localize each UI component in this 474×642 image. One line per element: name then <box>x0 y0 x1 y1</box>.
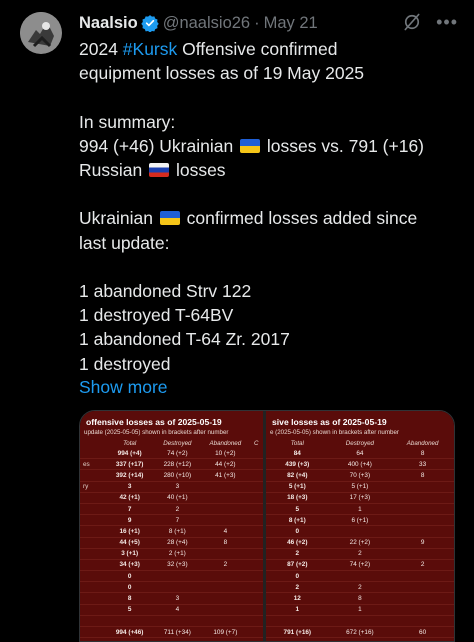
table-cell: es <box>80 459 106 470</box>
table-cell: 28 (+4) <box>153 537 201 548</box>
table-cell <box>153 582 201 593</box>
table-cell <box>249 604 263 615</box>
table-cell <box>80 515 106 526</box>
table-cell: 3 <box>153 593 201 604</box>
table-cell: 228 (+12) <box>153 459 201 470</box>
table-cell <box>391 604 454 615</box>
table-cell: 18 (+3) <box>266 492 329 503</box>
media-image-left[interactable] <box>80 411 266 641</box>
table-row <box>266 470 454 481</box>
table-row <box>80 515 263 526</box>
table-cell <box>329 571 392 582</box>
table-cell <box>391 503 454 514</box>
table-cell: 32 (+3) <box>153 559 201 570</box>
table-cell <box>80 582 106 593</box>
table-row <box>80 481 263 492</box>
table-cell: 64 <box>329 448 392 459</box>
text-suffix: Offensive confirmed <box>177 39 338 59</box>
table-cell <box>391 615 454 626</box>
table-cell: 12 <box>266 593 329 604</box>
summary-text-a: 994 (+46) Ukrainian <box>79 135 239 156</box>
table-cell: 84 <box>266 448 329 459</box>
table-cell <box>201 582 249 593</box>
table-row <box>266 537 454 548</box>
tweet-text <box>79 37 459 376</box>
table-row <box>266 593 454 604</box>
table-row <box>80 548 263 559</box>
table-row <box>266 615 454 626</box>
table-cell: 34 (+3) <box>106 559 154 570</box>
table-cell: 8 (+1) <box>153 526 201 537</box>
table-row <box>266 604 454 615</box>
table-row <box>80 615 263 626</box>
grok-icon[interactable] <box>402 12 422 32</box>
table-cell: 0 <box>266 571 329 582</box>
table-cell: 60 <box>391 627 454 638</box>
table-cell <box>80 559 106 570</box>
table-total-row <box>80 627 263 638</box>
table-cell <box>249 615 263 626</box>
table-cell <box>80 448 106 459</box>
table-row <box>266 459 454 470</box>
table-cell: 82 (+4) <box>266 470 329 481</box>
tweet-date[interactable]: May 21 <box>263 13 318 32</box>
column-header <box>80 438 106 448</box>
verified-badge-icon <box>141 14 159 32</box>
table-cell: 9 <box>106 515 154 526</box>
table-cell: 337 (+17) <box>106 459 154 470</box>
ukraine-flag-icon <box>160 211 180 225</box>
table-cell: 9 <box>391 537 454 548</box>
tweet-media[interactable] <box>79 410 455 642</box>
table-cell: 0 <box>266 526 329 537</box>
table-cell: 8 <box>391 448 454 459</box>
table-subtitle: update (2025-05-05) shown in brackets after number <box>84 429 229 436</box>
table-cell <box>249 492 263 503</box>
column-header: C <box>254 439 259 447</box>
table-cell <box>80 503 106 514</box>
losses-table-russia <box>266 438 454 638</box>
loss-item: 1 abandoned T-64 Zr. 2017 <box>79 329 290 350</box>
table-cell: 6 (+1) <box>329 515 392 526</box>
summary-heading: In summary: <box>79 111 176 132</box>
loss-item: 1 destroyed T-64BV <box>79 305 234 326</box>
table-cell <box>249 582 263 593</box>
russia-flag-icon <box>149 163 169 177</box>
table-cell: 87 (+2) <box>266 559 329 570</box>
table-cell: 5 (+1) <box>329 481 392 492</box>
table-cell: 17 (+3) <box>329 492 392 503</box>
column-header: Destroyed <box>163 439 192 447</box>
table-cell: 8 <box>106 593 154 604</box>
table-cell: 22 (+2) <box>329 537 392 548</box>
table-cell: 5 (+1) <box>266 481 329 492</box>
table-cell: 5 <box>266 503 329 514</box>
table-cell: 2 <box>329 582 392 593</box>
table-cell: 392 (+14) <box>106 470 154 481</box>
table-cell: 1 <box>329 503 392 514</box>
table-row <box>266 492 454 503</box>
table-cell: 7 <box>153 515 201 526</box>
table-cell: 2 <box>201 559 249 570</box>
table-cell <box>153 571 201 582</box>
tweet-line-2: equipment losses as of 19 May 2025 <box>79 63 365 84</box>
table-cell <box>391 492 454 503</box>
table-cell <box>106 615 154 626</box>
separator-dot: · <box>254 13 260 32</box>
summary-text-c: Russian <box>79 160 148 180</box>
table-row <box>80 559 263 570</box>
table-cell <box>80 615 106 626</box>
loss-item: 1 abandoned Strv 122 <box>79 280 252 301</box>
table-cell <box>153 615 201 626</box>
avatar-image <box>20 12 62 54</box>
table-row <box>80 448 263 459</box>
table-cell <box>201 503 249 514</box>
table-cell <box>80 548 106 559</box>
column-header: Abandoned <box>209 439 242 447</box>
table-cell <box>249 548 263 559</box>
table-row <box>266 582 454 593</box>
table-header-row <box>80 438 263 448</box>
summary-line-2 <box>79 158 459 182</box>
table-cell: 1 <box>266 604 329 615</box>
summary-text-d: losses <box>171 160 226 180</box>
table-row <box>266 448 454 459</box>
table-cell <box>266 615 329 626</box>
table-row <box>80 571 263 582</box>
show-more-link[interactable]: Show more <box>79 377 168 397</box>
table-cell: 711 (+34) <box>153 627 201 638</box>
table-cell <box>249 459 263 470</box>
table-cell: 46 (+2) <box>266 537 329 548</box>
table-cell <box>249 593 263 604</box>
table-cell: 994 (+46) <box>106 627 154 638</box>
tweet-line-1 <box>79 37 459 61</box>
table-row <box>266 559 454 570</box>
table-cell: 41 (+3) <box>201 470 249 481</box>
table-cell: 2 <box>329 548 392 559</box>
table-header-row <box>266 438 454 448</box>
table-cell <box>249 481 263 492</box>
table-title: sive losses as of 2025-05-19 <box>272 417 387 427</box>
table-row <box>80 526 263 537</box>
added-line-1 <box>79 206 459 230</box>
table-cell <box>249 559 263 570</box>
hashtag-link[interactable]: #Kursk <box>122 39 178 59</box>
table-row <box>266 481 454 492</box>
author-name[interactable]: Naalsio <box>79 13 138 32</box>
added-text-a: Ukrainian <box>79 208 158 229</box>
table-cell <box>249 448 263 459</box>
table-cell: 280 (+10) <box>153 470 201 481</box>
table-cell <box>80 593 106 604</box>
column-header: Total <box>123 439 137 447</box>
table-cell: 40 (+1) <box>153 492 201 503</box>
table-cell: ry <box>80 481 106 492</box>
table-cell: 74 (+2) <box>153 448 201 459</box>
table-cell: 3 <box>153 481 201 492</box>
table-cell: 0 <box>106 582 154 593</box>
table-cell <box>249 571 263 582</box>
table-cell: 109 (+7) <box>201 627 249 638</box>
table-row <box>80 492 263 503</box>
table-cell: 4 <box>153 604 201 615</box>
table-cell: 44 (+2) <box>201 459 249 470</box>
table-cell <box>249 515 263 526</box>
table-row <box>80 459 263 470</box>
table-cell: 1 <box>329 604 392 615</box>
table-cell <box>391 582 454 593</box>
table-cell: 8 (+1) <box>266 515 329 526</box>
table-title: offensive losses as of 2025-05-19 <box>86 417 222 427</box>
ukraine-flag-icon <box>240 139 260 153</box>
table-cell <box>80 604 106 615</box>
table-cell <box>249 470 263 481</box>
table-cell: 42 (+1) <box>106 492 154 503</box>
table-cell: 16 (+1) <box>106 526 154 537</box>
loss-item: 1 destroyed <box>79 353 171 374</box>
table-cell <box>201 481 249 492</box>
table-cell: 8 <box>329 593 392 604</box>
table-cell <box>201 515 249 526</box>
table-cell <box>201 593 249 604</box>
table-cell <box>391 515 454 526</box>
table-cell: 400 (+4) <box>329 459 392 470</box>
table-cell: 44 (+5) <box>106 537 154 548</box>
table-cell <box>391 548 454 559</box>
table-cell: 8 <box>201 537 249 548</box>
table-cell <box>391 526 454 537</box>
table-cell <box>249 526 263 537</box>
table-cell: 2 <box>391 559 454 570</box>
media-image-right[interactable] <box>266 411 454 641</box>
table-cell <box>201 548 249 559</box>
table-cell <box>249 537 263 548</box>
table-cell: 74 (+2) <box>329 559 392 570</box>
column-header: Abandoned <box>406 439 439 447</box>
column-header: Total <box>290 439 304 447</box>
table-subtitle: e (2025-05-05) shown in brackets after number <box>270 429 399 436</box>
table-cell: 10 (+2) <box>201 448 249 459</box>
table-cell: 439 (+3) <box>266 459 329 470</box>
table-cell <box>201 492 249 503</box>
added-line-2: last update: <box>79 232 170 253</box>
table-cell <box>80 627 106 638</box>
table-row <box>80 470 263 481</box>
text-prefix: 2024 <box>79 39 123 59</box>
table-cell <box>329 526 392 537</box>
table-row <box>80 537 263 548</box>
summary-text-b: losses vs. 791 (+16) <box>262 135 424 156</box>
table-cell: 0 <box>106 571 154 582</box>
table-cell <box>249 627 263 638</box>
table-cell <box>201 571 249 582</box>
table-cell <box>391 571 454 582</box>
table-cell: 2 <box>266 548 329 559</box>
table-cell: 33 <box>391 459 454 470</box>
table-row <box>80 582 263 593</box>
table-cell: 994 (+4) <box>106 448 154 459</box>
table-row <box>266 548 454 559</box>
column-header: Destroyed <box>345 439 374 447</box>
table-cell: 2 <box>153 503 201 514</box>
avatar[interactable] <box>20 12 62 54</box>
table-cell <box>80 492 106 503</box>
table-total-row <box>266 627 454 638</box>
table-cell: 791 (+16) <box>266 627 329 638</box>
table-cell <box>329 615 392 626</box>
table-cell <box>249 503 263 514</box>
table-row <box>266 526 454 537</box>
table-row <box>80 604 263 615</box>
table-cell <box>80 537 106 548</box>
table-row <box>266 503 454 514</box>
table-cell <box>391 481 454 492</box>
table-cell: 2 (+1) <box>153 548 201 559</box>
summary-line-1 <box>79 134 459 158</box>
tweet-header <box>79 12 458 34</box>
table-cell: 70 (+3) <box>329 470 392 481</box>
more-icon[interactable]: ••• <box>436 12 458 32</box>
table-cell: 672 (+16) <box>329 627 392 638</box>
table-cell <box>391 593 454 604</box>
table-cell <box>80 571 106 582</box>
table-row <box>80 503 263 514</box>
losses-table-ukraine <box>80 438 263 638</box>
table-cell <box>201 604 249 615</box>
table-cell: 5 <box>106 604 154 615</box>
table-cell: 3 (+1) <box>106 548 154 559</box>
table-cell <box>80 526 106 537</box>
table-cell <box>80 470 106 481</box>
table-cell: 3 <box>106 481 154 492</box>
table-cell: 7 <box>106 503 154 514</box>
table-row <box>80 593 263 604</box>
table-row <box>266 515 454 526</box>
table-cell: 2 <box>266 582 329 593</box>
table-row <box>266 571 454 582</box>
added-text-b: confirmed losses added since <box>181 208 418 229</box>
author-handle[interactable]: @naalsio26 <box>162 13 251 32</box>
table-cell: 8 <box>391 470 454 481</box>
table-cell: 4 <box>201 526 249 537</box>
table-cell <box>201 615 249 626</box>
